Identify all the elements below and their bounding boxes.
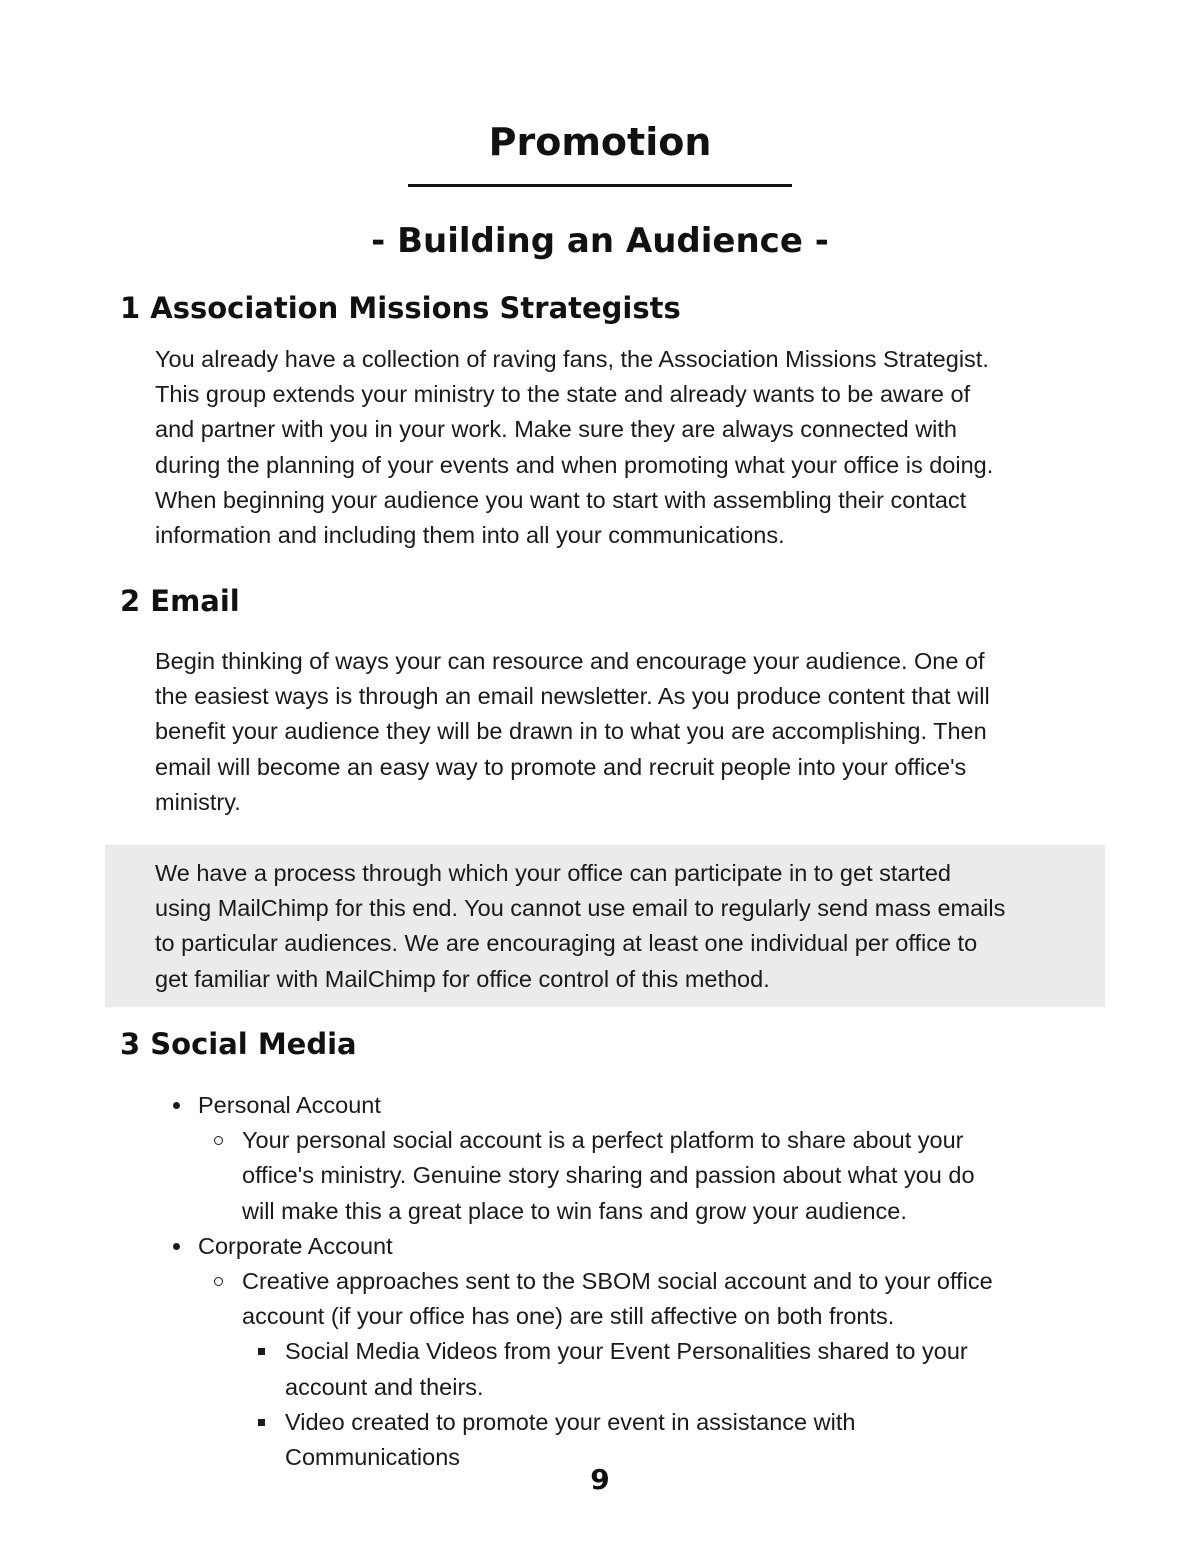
text-line: Begin thinking of ways your can resource and encourage your audience. One of — [155, 648, 985, 674]
bullet-circle-icon — [214, 1277, 223, 1286]
bullet-disc-icon — [173, 1102, 180, 1109]
bullet-square-icon — [258, 1348, 265, 1355]
bullet-square-icon — [258, 1419, 265, 1426]
text-line: email will become an easy way to promote and recruit people into your office's — [155, 753, 967, 780]
list-item-corporate-account — [170, 1229, 1070, 1264]
text-line: You already have a collection of raving fans, the Association Missions Strategist. — [155, 346, 989, 372]
text-line: and partner with you in your work. Make sure they are always connected with — [155, 416, 958, 443]
list-item-personal-account-detail — [170, 1123, 1070, 1229]
list-item-label: Corporate Account — [198, 1232, 393, 1259]
text-line: Your personal social account is a perfect platform to share about your — [242, 1127, 964, 1154]
text-line: Social Media Videos from your Event Personalities shared to your — [285, 1338, 968, 1365]
list-item-corporate-account-detail — [170, 1264, 1070, 1334]
page-number: 9 — [590, 1463, 610, 1496]
section-heading-association-missions: 1 Association Missions Strategists — [120, 291, 681, 325]
email-callout-box — [105, 845, 1105, 1007]
bullet-circle-icon — [214, 1136, 223, 1145]
social-media-list — [170, 1088, 1070, 1475]
list-item-label: Personal Account — [198, 1092, 381, 1118]
text-line: benefit your audience they will be drawn in to what you are accomplishing. Then — [155, 718, 987, 745]
bullet-disc-icon — [173, 1243, 180, 1250]
text-line: get familiar with MailChimp for office control of this method. — [155, 965, 770, 992]
section-paragraph-association-missions — [155, 342, 1085, 553]
text-line: When beginning your audience you want to start with assembling their contact — [155, 486, 967, 513]
callout-paragraph — [155, 856, 1090, 997]
text-line: This group extends your ministry to the state and already wants to be aware of — [155, 381, 971, 408]
text-line: Video created to promote your event in assistance with — [285, 1408, 856, 1435]
title-underline — [408, 184, 792, 187]
text-line: account (if your office has one) are still affective on both fronts. — [242, 1303, 895, 1330]
page-subtitle: - Building an Audience - — [371, 221, 829, 261]
text-line: ministry. — [155, 788, 241, 815]
text-line: information and including them into all your communications. — [155, 522, 785, 549]
text-line: account and theirs. — [285, 1373, 484, 1400]
text-line: during the planning of your events and when promoting what your office is doing. — [155, 451, 994, 478]
list-item-social-media-videos — [170, 1334, 1070, 1404]
text-line: office's ministry. Genuine story sharing and passion about what you do — [242, 1162, 975, 1189]
section-heading-social-media: 3 Social Media — [120, 1027, 357, 1061]
text-line: We have a process through which your office can participate in to get started — [155, 860, 951, 886]
section-paragraph-email — [155, 644, 1085, 820]
text-line: the easiest ways is through an email newsletter. As you produce content that will — [155, 683, 990, 710]
text-line: Communications — [285, 1444, 461, 1471]
text-line: will make this a great place to win fans and grow your audience. — [242, 1197, 907, 1224]
page-title: Promotion — [488, 120, 712, 164]
list-item-personal-account — [170, 1088, 1070, 1123]
section-heading-email: 2 Email — [120, 584, 240, 618]
text-line: Creative approaches sent to the SBOM social account and to your office — [242, 1268, 993, 1295]
text-line: to particular audiences. We are encouraging at least one individual per office to — [155, 930, 978, 957]
text-line: using MailChimp for this end. You cannot use email to regularly send mass emails — [155, 895, 1006, 922]
